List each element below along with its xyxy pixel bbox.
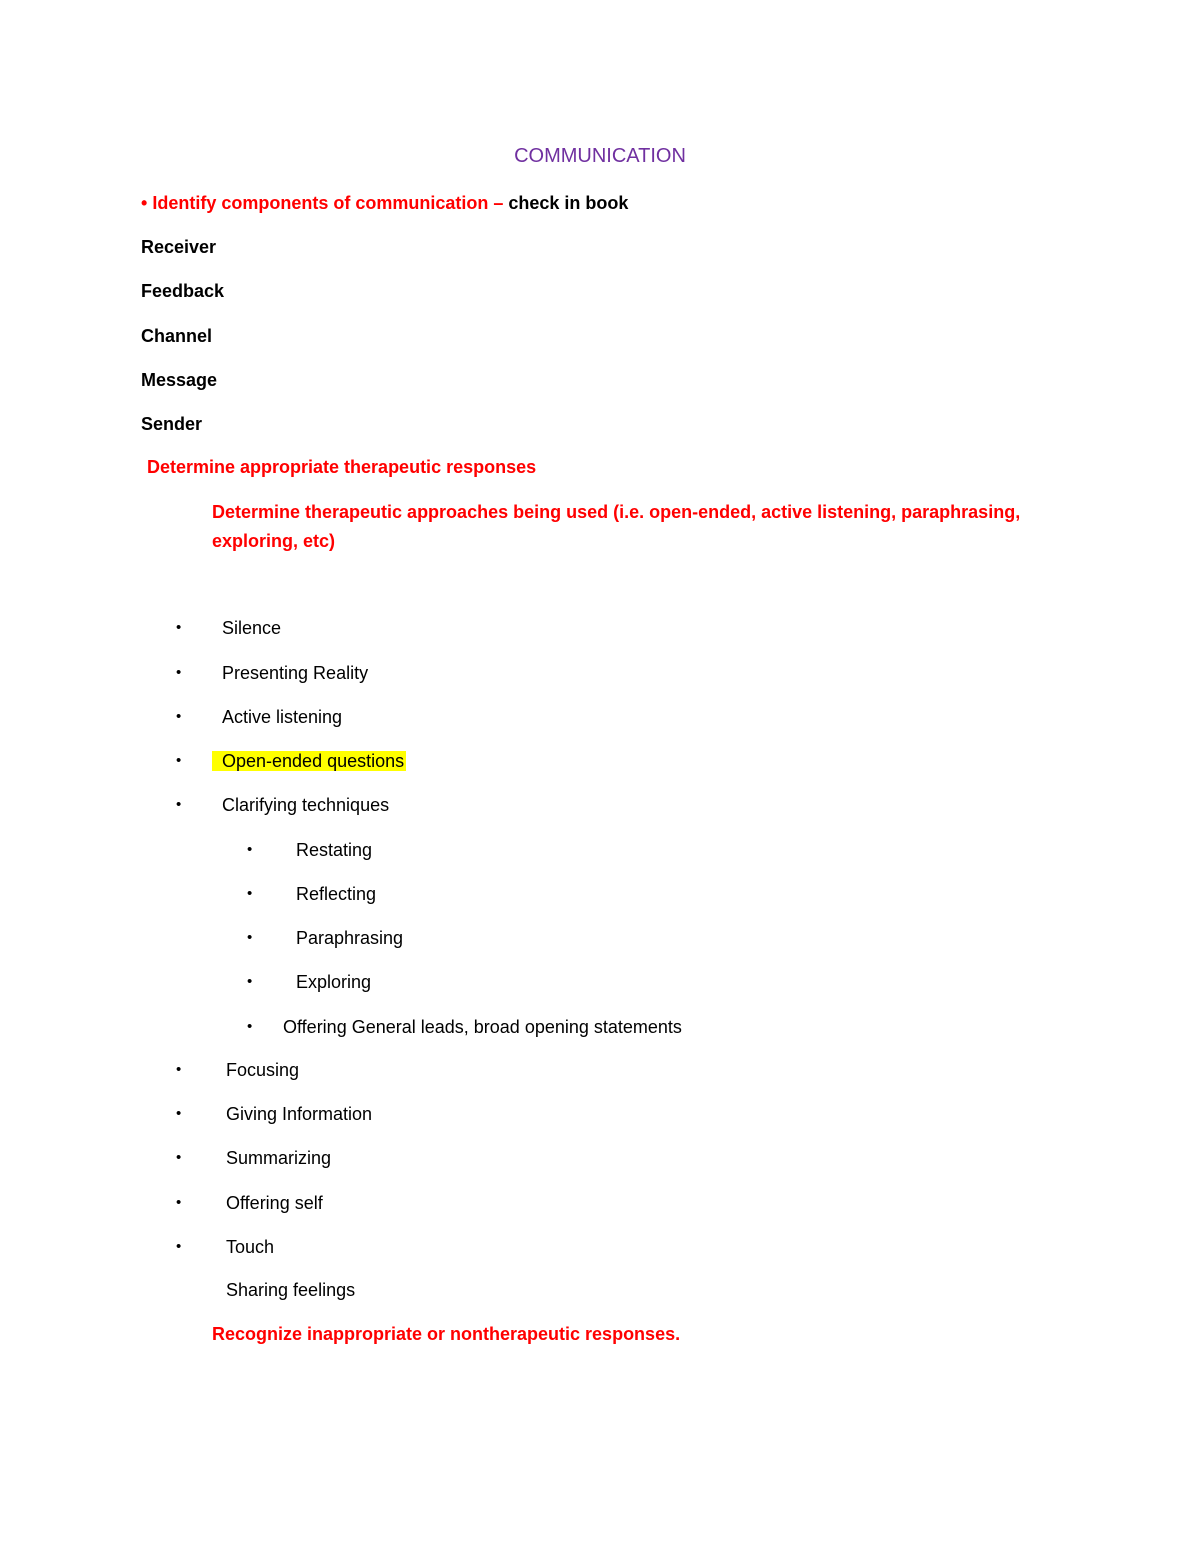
objective-nontherapeutic: Recognize inappropriate or nontherapeutic responses. (212, 1324, 681, 1344)
objective-components (141, 191, 628, 215)
technique-offering-self: Offering self (226, 1193, 323, 1213)
objective-components-text: Identify components of communication – (152, 193, 504, 213)
bullet-icon: • (176, 708, 182, 725)
objective-components-note: check in book (508, 193, 629, 213)
technique-active-listening: Active listening (222, 707, 343, 727)
technique-touch: Touch (226, 1237, 275, 1257)
technique-focusing: Focusing (226, 1060, 300, 1080)
technique-presenting-reality: Presenting Reality (222, 663, 369, 683)
bullet-icon: • (176, 619, 182, 636)
component-sender: Sender (141, 414, 203, 434)
sub-technique-paraphrasing: Paraphrasing (296, 928, 404, 948)
component-feedback: Feedback (141, 281, 225, 301)
objective-approaches-line1: Determine therapeutic approaches being used (i.e. open-ended, active listening, paraphrasing, (212, 502, 1021, 522)
sub-technique-restating: Restating (296, 840, 373, 860)
component-receiver: Receiver (141, 237, 217, 257)
objective-approaches-line2: exploring, etc) (212, 531, 336, 551)
bullet-icon: • (176, 1061, 182, 1078)
sub-bullet-icon: • (247, 841, 253, 858)
bullet-icon: • (176, 1194, 182, 1211)
bullet-icon: • (176, 1149, 182, 1166)
bullet-icon: • (176, 1105, 182, 1122)
sub-bullet-icon: • (247, 1018, 253, 1035)
technique-sharing-feelings: Sharing feelings (226, 1280, 356, 1300)
bullet-icon: • (176, 664, 182, 681)
technique-open-ended-questions (222, 749, 406, 773)
sub-technique-general-leads: Offering General leads, broad opening statements (283, 1017, 682, 1037)
sub-bullet-icon: • (247, 885, 253, 902)
objective-bullet: • (141, 193, 148, 213)
technique-clarifying: Clarifying techniques (222, 795, 390, 815)
technique-summarizing: Summarizing (226, 1148, 332, 1168)
sub-bullet-icon: • (247, 973, 253, 990)
technique-silence: Silence (222, 618, 282, 638)
highlighted-text: Open-ended questions (212, 751, 406, 771)
bullet-icon: • (176, 1238, 182, 1255)
component-message: Message (141, 370, 218, 390)
technique-giving-information: Giving Information (226, 1104, 373, 1124)
bullet-icon: • (176, 796, 182, 813)
page-title: COMMUNICATION (514, 145, 686, 167)
sub-technique-exploring: Exploring (296, 972, 372, 992)
sub-bullet-icon: • (247, 929, 253, 946)
objective-responses: Determine appropriate therapeutic responses (147, 457, 537, 477)
component-channel: Channel (141, 326, 213, 346)
sub-technique-reflecting: Reflecting (296, 884, 377, 904)
bullet-icon: • (176, 752, 182, 769)
